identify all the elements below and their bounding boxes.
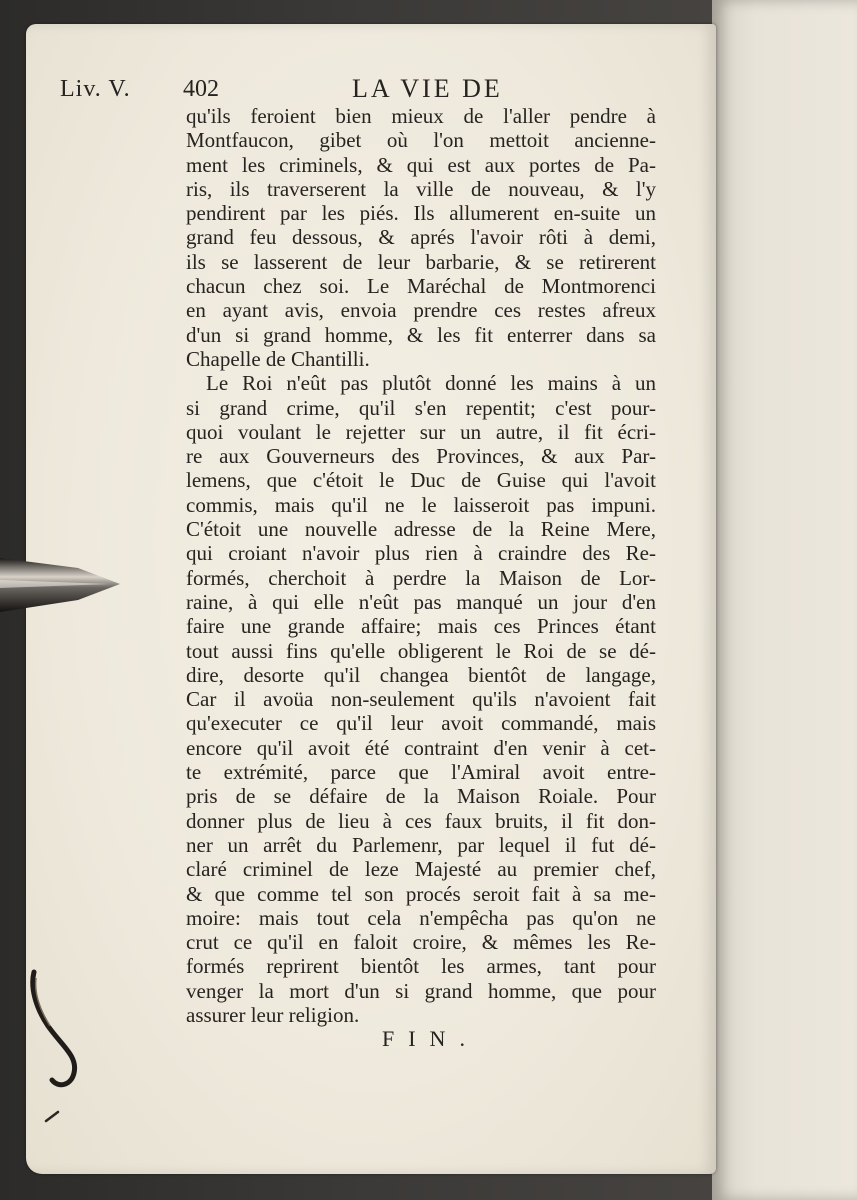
text-line: qui croiant n'avoir plus rien à craindre des Re- — [186, 541, 656, 566]
text-line: raine, à qui elle n'eût pas manqué un jour d'en — [186, 589, 656, 614]
text-line: formés reprirent bientôt les armes, tant pour — [186, 954, 656, 979]
text-line: commis, mais qu'il ne le laisseroit pas impuni. — [186, 492, 656, 517]
running-title: LA VIE DE — [352, 74, 503, 103]
text-line: chacun chez soi. Le Maréchal de Montmorenci — [186, 274, 656, 299]
text-line: claré criminel de leze Majesté au premier chef, — [186, 857, 656, 882]
text-line: encore qu'il avoit été contraint d'en venir à cet- — [186, 735, 656, 760]
fin-mark: FIN. — [382, 1026, 479, 1051]
text-line: d'un si grand homme, & les fit enterrer dans sa — [186, 322, 656, 347]
text-line: si grand crime, qu'il s'en repentit; c'est pour- — [186, 395, 656, 420]
text-line: dire, desorte qu'il changea bientôt de langage, — [186, 662, 656, 687]
text-line: donner plus de lieu à ces faux bruits, il fit don- — [186, 808, 656, 833]
text-line: moire: mais tout cela n'empêcha pas qu'on ne — [186, 905, 656, 930]
text-line: C'étoit une nouvelle adresse de la Reine Mere, — [186, 517, 656, 542]
text-line: grand feu dessous, & aprés l'avoir rôti à demi, — [186, 225, 656, 250]
text-line: quoi voulant le rejetter sur un autre, il fit écri- — [186, 419, 656, 444]
text-line: te extrémité, parce que l'Amiral avoit entre- — [186, 760, 656, 785]
text-line: crut ce qu'il en faloit croire, & mêmes les Re- — [186, 930, 656, 955]
page-clip-icon — [0, 554, 125, 616]
text-line: venger la mort d'un si grand homme, que pour — [186, 978, 656, 1003]
text-line: pendirent par les piés. Ils allumerent en-suite un — [186, 201, 656, 226]
text-line: re aux Gouverneurs des Provinces, & aux Par- — [186, 444, 656, 469]
page-number: 402 — [183, 76, 219, 102]
text-line: Le Roi n'eût pas plutôt donné les mains à un — [206, 371, 656, 396]
ink-mark-icon — [44, 1108, 64, 1124]
bookmark-string-icon — [26, 968, 86, 1093]
body-text — [186, 104, 656, 1027]
text-line: en ayant avis, envoia prendre ces restes afreux — [186, 298, 656, 323]
text-line: & que comme tel son procés seroit fait à sa me- — [186, 881, 656, 906]
facing-page-edge — [712, 0, 857, 1200]
text-line: tout aussi fins qu'elle obligerent le Roi de se dé- — [186, 638, 656, 663]
book-number: Liv. V. — [60, 76, 131, 102]
text-line: formés, cherchoit à perdre la Maison de Lor- — [186, 565, 656, 590]
text-line: assurer leur religion. — [186, 1002, 360, 1027]
text-line: qu'executer ce qu'il leur avoit commandé, mais — [186, 711, 656, 736]
text-line: ris, ils traverserent la ville de nouveau, & l'y — [186, 176, 656, 201]
text-line: qu'ils feroient bien mieux de l'aller pendre à — [186, 104, 656, 128]
text-line: Montfaucon, gibet où l'on mettoit ancienne- — [186, 128, 656, 153]
text-line: pris de se défaire de la Maison Roiale. Pour — [186, 784, 656, 809]
text-line: ils se lasserent de leur barbarie, & se retirerent — [186, 249, 656, 274]
text-line: Chapelle de Chantilli. — [186, 346, 370, 371]
text-line: Car il avoüa non-seulement qu'ils n'avoient fait — [186, 687, 656, 712]
text-line: ment les criminels, & qui est aux portes de Pa- — [186, 152, 656, 177]
text-line: faire une grande affaire; mais ces Princes étant — [186, 614, 656, 639]
text-line: ner un arrêt du Parlemenr, par lequel il fut dé- — [186, 832, 656, 857]
text-line: lemens, que c'étoit le Duc de Guise qui l'avoit — [186, 468, 656, 493]
